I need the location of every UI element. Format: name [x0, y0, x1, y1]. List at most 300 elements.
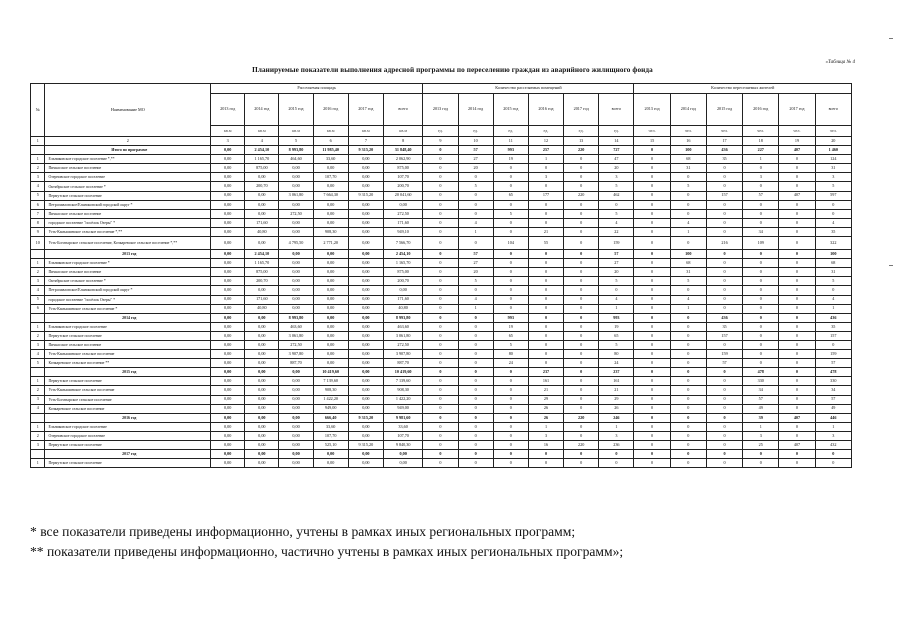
value-cell: 0,00: [313, 450, 348, 459]
value-cell: 0: [493, 304, 528, 313]
value-cell: 0,00: [211, 146, 245, 155]
value-cell: 0: [564, 164, 599, 173]
value-cell: 0: [779, 395, 815, 404]
value-cell: 0,00: [313, 268, 348, 277]
value-cell: 0: [423, 218, 458, 227]
value-cell: 0: [815, 200, 851, 209]
value-cell: 0,00: [245, 359, 279, 368]
value-cell: 0: [528, 200, 563, 209]
value-cell: 0: [528, 259, 563, 268]
value-cell: 0,00: [245, 286, 279, 295]
municipality-name: городское поселение "посёлок Озеры" *: [45, 218, 211, 227]
row-number: 8: [31, 218, 45, 227]
value-cell: 0: [493, 227, 528, 236]
value-cell: 0: [634, 441, 670, 450]
value-cell: 0: [423, 386, 458, 395]
value-cell: 0: [564, 395, 599, 404]
value-cell: 0: [528, 359, 563, 368]
value-cell: 478: [743, 368, 779, 377]
value-cell: 7 664,30: [313, 191, 348, 200]
value-cell: 436: [706, 313, 742, 322]
value-cell: 0: [634, 359, 670, 368]
value-cell: 0,00: [211, 250, 245, 259]
row-number: 1: [31, 259, 45, 268]
municipality-name: Октябрьское сельское поселение *: [45, 277, 211, 286]
value-cell: 0: [528, 209, 563, 218]
table-group-row: [31, 450, 852, 459]
table-row: [31, 182, 852, 191]
value-cell: 0: [564, 340, 599, 349]
header-year: 2015 год: [706, 94, 742, 126]
row-number: [31, 250, 45, 259]
value-cell: 5: [493, 340, 528, 349]
value-cell: 0: [423, 164, 458, 173]
value-cell: 0: [458, 450, 493, 459]
column-number: 2: [45, 137, 211, 146]
value-cell: 8 993,80: [279, 313, 313, 322]
municipality-name: Октябрьское сельское поселение *: [45, 182, 211, 191]
value-cell: 57: [458, 146, 493, 155]
value-cell: 0: [528, 459, 563, 468]
value-cell: 10 419,60: [313, 368, 348, 377]
value-cell: 0: [670, 200, 706, 209]
value-cell: 0: [423, 340, 458, 349]
value-cell: 0,00: [211, 441, 245, 450]
value-cell: 875,00: [383, 268, 422, 277]
value-cell: 0: [493, 441, 528, 450]
value-cell: 65: [493, 191, 528, 200]
value-cell: 0: [706, 304, 742, 313]
row-number: 6: [31, 200, 45, 209]
value-cell: 463,60: [279, 322, 313, 331]
value-cell: 26: [528, 404, 563, 413]
value-cell: 159: [706, 350, 742, 359]
value-cell: 0,00: [211, 459, 245, 468]
value-cell: 57: [599, 250, 634, 259]
value-cell: 57: [815, 359, 851, 368]
table-row: [31, 227, 852, 236]
value-cell: 0: [423, 359, 458, 368]
value-cell: 0: [743, 340, 779, 349]
value-cell: 0: [634, 146, 670, 155]
value-cell: 3: [599, 173, 634, 182]
value-cell: 0: [706, 209, 742, 218]
value-cell: 0: [779, 322, 815, 331]
value-cell: 0,00: [211, 395, 245, 404]
value-cell: 0: [779, 268, 815, 277]
value-cell: 49: [815, 404, 851, 413]
value-cell: 0: [564, 331, 599, 340]
value-cell: 19: [493, 155, 528, 164]
value-cell: 0: [458, 340, 493, 349]
value-cell: 33,60: [313, 422, 348, 431]
value-cell: 0: [634, 209, 670, 218]
value-cell: 875,00: [383, 164, 422, 173]
column-number: 17: [706, 137, 742, 146]
value-cell: 0,00: [313, 459, 348, 468]
value-cell: 0,00: [211, 237, 245, 250]
value-cell: 100: [815, 250, 851, 259]
value-cell: 0,00: [348, 218, 383, 227]
value-cell: 0: [493, 268, 528, 277]
value-cell: 272,50: [383, 209, 422, 218]
value-cell: 0: [493, 250, 528, 259]
column-number: 13: [564, 137, 599, 146]
value-cell: 0: [743, 459, 779, 468]
value-cell: 19: [599, 322, 634, 331]
value-cell: 0: [779, 422, 815, 431]
value-cell: 993: [599, 313, 634, 322]
value-cell: 0: [706, 450, 742, 459]
value-cell: 0: [493, 413, 528, 422]
row-number: 5: [31, 295, 45, 304]
value-cell: 0,00: [211, 191, 245, 200]
municipality-name: Петропавловское/Ельниковский городской округ *: [45, 286, 211, 295]
value-cell: 0: [706, 173, 742, 182]
value-cell: 24: [493, 359, 528, 368]
header-area-group: Расселяемая площадь: [211, 84, 423, 94]
value-cell: 220: [564, 146, 599, 155]
value-cell: 464,60: [279, 155, 313, 164]
value-cell: 0: [634, 386, 670, 395]
value-cell: 436: [706, 146, 742, 155]
value-cell: 0,00: [245, 173, 279, 182]
value-cell: 0: [493, 450, 528, 459]
value-cell: 0: [493, 277, 528, 286]
value-cell: 0,00: [279, 422, 313, 431]
value-cell: 0: [670, 209, 706, 218]
value-cell: 0: [564, 422, 599, 431]
value-cell: 4: [670, 295, 706, 304]
value-cell: 0: [670, 368, 706, 377]
value-cell: 2 771,20: [313, 237, 348, 250]
value-cell: 49: [743, 404, 779, 413]
value-cell: 40,80: [245, 227, 279, 236]
value-cell: 0: [706, 386, 742, 395]
value-cell: 993: [493, 313, 528, 322]
value-cell: 0,00: [383, 200, 422, 209]
value-cell: 875,00: [245, 164, 279, 173]
value-cell: 9 981,60: [383, 413, 422, 422]
value-cell: 0: [670, 359, 706, 368]
value-cell: 5: [599, 277, 634, 286]
value-cell: 0,00: [348, 268, 383, 277]
value-cell: 0: [743, 277, 779, 286]
value-cell: 57: [743, 395, 779, 404]
value-cell: 0: [564, 237, 599, 250]
value-cell: 19: [493, 322, 528, 331]
value-cell: 10 419,60: [383, 368, 422, 377]
row-number: 7: [31, 209, 45, 218]
value-cell: 0: [634, 155, 670, 164]
value-cell: 0,00: [245, 209, 279, 218]
row-number: [31, 313, 45, 322]
value-cell: 20: [599, 164, 634, 173]
value-cell: 0: [599, 200, 634, 209]
value-cell: 949,10: [383, 227, 422, 236]
table-row: [31, 304, 852, 313]
table-row: [31, 377, 852, 386]
column-number: 14: [599, 137, 634, 146]
value-cell: 0,00: [245, 331, 279, 340]
value-cell: 104: [493, 237, 528, 250]
value-cell: 0,00: [279, 182, 313, 191]
municipality-name: Итого по программе: [45, 146, 211, 155]
municipality-name: Пичкасское сельское поселение: [45, 268, 211, 277]
value-cell: 0: [423, 395, 458, 404]
value-cell: 0,00: [279, 395, 313, 404]
row-number: 3: [31, 173, 45, 182]
row-number: 2: [31, 164, 45, 173]
value-cell: 0,00: [211, 313, 245, 322]
table-row: [31, 155, 852, 164]
value-cell: 0,00: [245, 313, 279, 322]
value-cell: 727: [599, 146, 634, 155]
value-cell: 0: [493, 164, 528, 173]
value-cell: 0: [706, 368, 742, 377]
value-cell: 57: [815, 395, 851, 404]
value-cell: 227: [743, 146, 779, 155]
value-cell: 0,00: [348, 431, 383, 440]
value-cell: 0: [423, 155, 458, 164]
row-number: 2: [31, 431, 45, 440]
value-cell: 0: [564, 259, 599, 268]
value-cell: 0: [706, 395, 742, 404]
value-cell: 0,00: [313, 295, 348, 304]
value-cell: 0: [743, 304, 779, 313]
value-cell: 1: [458, 304, 493, 313]
value-cell: 0: [493, 459, 528, 468]
value-cell: 0: [564, 377, 599, 386]
value-cell: 0: [634, 191, 670, 200]
value-cell: 1 460: [815, 146, 851, 155]
value-cell: 0: [634, 340, 670, 349]
value-cell: 0,00: [211, 200, 245, 209]
value-cell: 462: [599, 191, 634, 200]
row-number: 5: [31, 191, 45, 200]
value-cell: 1 165,70: [245, 259, 279, 268]
value-cell: 220: [564, 441, 599, 450]
value-cell: 3: [743, 173, 779, 182]
value-cell: 0: [779, 259, 815, 268]
value-cell: 0,00: [211, 173, 245, 182]
value-cell: 0,00: [279, 368, 313, 377]
value-cell: 5: [458, 277, 493, 286]
municipality-name: Усть-Камышинское сельское поселение *: [45, 304, 211, 313]
row-number: 1: [31, 322, 45, 331]
value-cell: 20 041,60: [383, 191, 422, 200]
municipality-name: городское поселение "посёлок Озеры" *: [45, 295, 211, 304]
column-number: 18: [743, 137, 779, 146]
value-cell: 0: [779, 218, 815, 227]
value-cell: 0: [458, 237, 493, 250]
value-cell: 0,00: [313, 218, 348, 227]
value-cell: 0: [779, 377, 815, 386]
value-cell: 0: [706, 268, 742, 277]
header-year: 2013 год: [423, 94, 458, 126]
value-cell: 0,00: [245, 386, 279, 395]
value-cell: 68: [670, 259, 706, 268]
value-cell: 0,00: [211, 377, 245, 386]
value-cell: 5: [493, 209, 528, 218]
header-unit: ед.: [423, 126, 458, 137]
value-cell: 0: [493, 377, 528, 386]
table-body: [31, 137, 852, 468]
value-cell: 0: [706, 404, 742, 413]
value-cell: 0: [706, 340, 742, 349]
table-row: [31, 404, 852, 413]
table-row: [31, 395, 852, 404]
value-cell: 0: [493, 368, 528, 377]
value-cell: 34: [815, 386, 851, 395]
value-cell: 0: [634, 422, 670, 431]
value-cell: 22: [599, 227, 634, 236]
value-cell: 887,70: [383, 359, 422, 368]
row-number: [31, 146, 45, 155]
value-cell: 0: [458, 404, 493, 413]
value-cell: 0: [706, 422, 742, 431]
value-cell: 0,00: [313, 322, 348, 331]
value-cell: 0,00: [313, 259, 348, 268]
value-cell: 40,80: [383, 304, 422, 313]
value-cell: 0: [528, 331, 563, 340]
value-cell: 0,00: [348, 322, 383, 331]
value-cell: 236: [599, 441, 634, 450]
value-cell: 0: [564, 277, 599, 286]
value-cell: 157: [706, 191, 742, 200]
value-cell: 0,00: [211, 422, 245, 431]
value-cell: 0,00: [313, 359, 348, 368]
value-cell: 0: [528, 340, 563, 349]
value-cell: 0: [706, 200, 742, 209]
value-cell: 0: [670, 331, 706, 340]
value-cell: 666,40: [313, 413, 348, 422]
value-cell: 0: [528, 286, 563, 295]
value-cell: 0: [493, 200, 528, 209]
value-cell: 171,60: [245, 295, 279, 304]
value-cell: 1: [528, 155, 563, 164]
value-cell: 0: [493, 286, 528, 295]
value-cell: 0: [634, 268, 670, 277]
value-cell: 29: [528, 395, 563, 404]
value-cell: 0: [528, 450, 563, 459]
value-cell: 0: [634, 331, 670, 340]
value-cell: 0,00: [211, 350, 245, 359]
value-cell: 0: [458, 322, 493, 331]
value-cell: 0: [706, 413, 742, 422]
value-cell: 0,00: [348, 422, 383, 431]
value-cell: 0,00: [348, 359, 383, 368]
row-number: 3: [31, 340, 45, 349]
table-row: [31, 237, 852, 250]
value-cell: 0,00: [313, 331, 348, 340]
value-cell: 322: [815, 237, 851, 250]
header-unit: чел.: [815, 126, 851, 137]
value-cell: 0: [779, 313, 815, 322]
table-row: [31, 209, 852, 218]
header-year: 2013 год: [634, 94, 670, 126]
value-cell: 0: [779, 227, 815, 236]
value-cell: 9 840,30: [383, 441, 422, 450]
value-cell: 0,00: [313, 209, 348, 218]
value-cell: 0: [779, 164, 815, 173]
value-cell: 0: [564, 459, 599, 468]
value-cell: 5: [599, 182, 634, 191]
row-number: 9: [31, 227, 45, 236]
value-cell: 0,00: [313, 340, 348, 349]
value-cell: 949,00: [383, 404, 422, 413]
value-cell: 80: [599, 350, 634, 359]
value-cell: 0,00: [211, 431, 245, 440]
value-cell: 0: [458, 431, 493, 440]
municipality-name: Ельниковское городское поселение *,**: [45, 155, 211, 164]
value-cell: 949,00: [313, 404, 348, 413]
value-cell: 0: [779, 295, 815, 304]
value-cell: 0: [779, 350, 815, 359]
row-number: [31, 450, 45, 459]
value-cell: 272,50: [279, 209, 313, 218]
value-cell: 31: [670, 268, 706, 277]
value-cell: 0: [706, 295, 742, 304]
header-unit: кв.м: [211, 126, 245, 137]
value-cell: 0: [743, 286, 779, 295]
value-cell: 0: [423, 313, 458, 322]
value-cell: 0: [634, 173, 670, 182]
value-cell: 0: [564, 155, 599, 164]
value-cell: 0: [634, 313, 670, 322]
value-cell: 0,00: [348, 250, 383, 259]
header-unit: ед.: [493, 126, 528, 137]
value-cell: 0: [706, 218, 742, 227]
value-cell: 0: [815, 340, 851, 349]
value-cell: 0: [493, 182, 528, 191]
value-cell: 407: [779, 413, 815, 422]
value-cell: 0: [634, 304, 670, 313]
value-cell: 4: [599, 218, 634, 227]
value-cell: 0,00: [279, 218, 313, 227]
value-cell: 4: [458, 218, 493, 227]
value-cell: 0,00: [279, 450, 313, 459]
value-cell: 0: [779, 304, 815, 313]
value-cell: 4: [815, 218, 851, 227]
value-cell: 0: [458, 413, 493, 422]
value-cell: 0: [493, 422, 528, 431]
municipality-name: 2014 год: [45, 313, 211, 322]
value-cell: 0: [599, 450, 634, 459]
value-cell: 0: [779, 286, 815, 295]
value-cell: 2 062,90: [383, 155, 422, 164]
value-cell: 0,00: [245, 431, 279, 440]
table-row: [31, 359, 852, 368]
value-cell: 1 422,20: [383, 395, 422, 404]
municipality-name: Пермутское сельское поселение: [45, 331, 211, 340]
value-cell: 0: [493, 395, 528, 404]
value-cell: 0,00: [279, 377, 313, 386]
value-cell: 0: [564, 450, 599, 459]
value-cell: 0: [670, 191, 706, 200]
value-cell: 0: [779, 331, 815, 340]
value-cell: 0,00: [313, 350, 348, 359]
value-cell: 993: [493, 146, 528, 155]
value-cell: 0,00: [279, 277, 313, 286]
value-cell: 0: [743, 322, 779, 331]
value-cell: 0,00: [313, 200, 348, 209]
value-cell: 246: [599, 413, 634, 422]
value-cell: 0,00: [211, 450, 245, 459]
value-cell: 0: [670, 286, 706, 295]
value-cell: 0: [528, 313, 563, 322]
value-cell: 57: [706, 359, 742, 368]
